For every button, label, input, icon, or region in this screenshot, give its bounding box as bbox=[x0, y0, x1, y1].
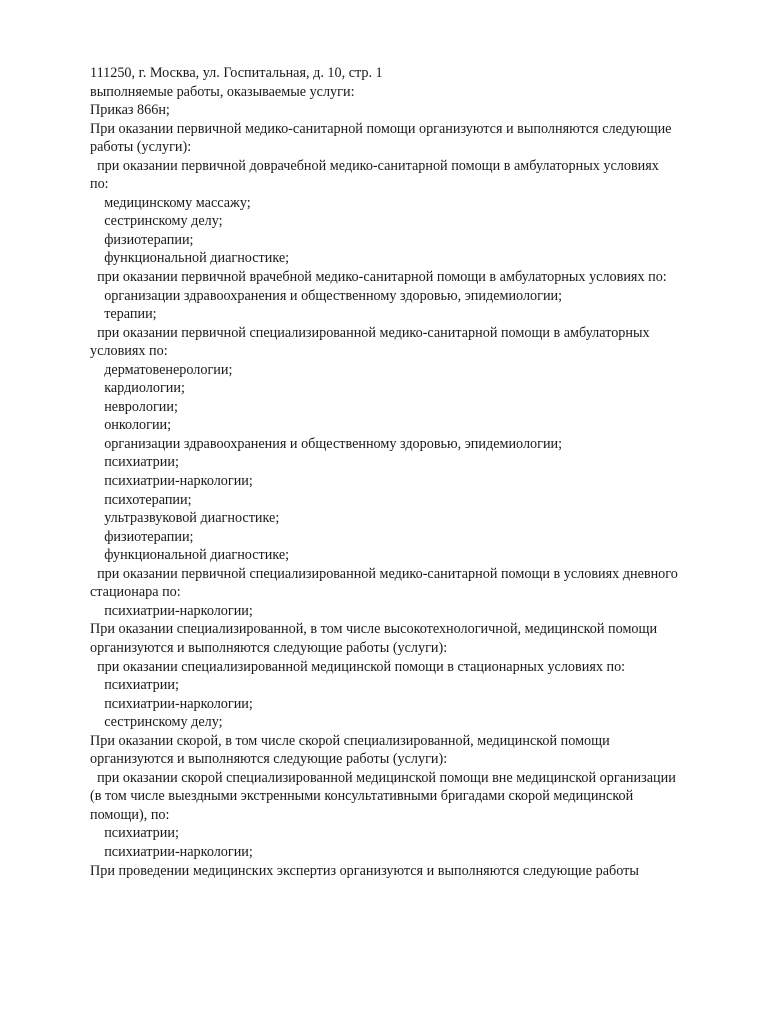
text-line: по: bbox=[90, 176, 109, 193]
text-line: медицинскому массажу; bbox=[90, 194, 251, 211]
text-line: При оказании первичной медико-санитарной помощи организуются и выполняются следующие bbox=[90, 120, 672, 137]
text-line: при оказании первичной специализированной медико-санитарной помощи в условиях дневного bbox=[90, 565, 678, 582]
text-line: психиатрии; bbox=[90, 825, 179, 842]
address-line: 111250, г. Москва, ул. Госпитальная, д. 10, стр. 1 bbox=[90, 65, 383, 81]
text-line: организации здравоохранения и общественному здоровью, эпидемиологии; bbox=[90, 287, 563, 304]
text-line: выполняемые работы, оказываемые услуги: bbox=[90, 83, 355, 100]
text-line: организуются и выполняются следующие работы (услуги): bbox=[90, 751, 448, 768]
text-line: психиатрии-наркологии; bbox=[90, 602, 253, 619]
text-line: ультразвуковой диагностике; bbox=[90, 510, 280, 527]
text-line: при оказании первичной доврачебной медико-санитарной помощи в амбулаторных условиях bbox=[90, 157, 659, 174]
text-line: условиях по: bbox=[90, 343, 168, 360]
text-line: психиатрии-наркологии; bbox=[90, 843, 253, 860]
text-line: Приказ 866н; bbox=[90, 102, 170, 119]
text-line: помощи), по: bbox=[90, 806, 170, 823]
text-line: психиатрии-наркологии; bbox=[90, 695, 253, 712]
text-line: психотерапии; bbox=[90, 491, 192, 508]
text-line: При оказании специализированной, в том числе высокотехнологичной, медицинской помощи bbox=[90, 621, 658, 638]
text-line: онкологии; bbox=[90, 417, 172, 434]
text-line: сестринскому делу; bbox=[90, 714, 223, 731]
text-line: организуются и выполняются следующие работы (услуги): bbox=[90, 639, 448, 656]
document-text bbox=[90, 64, 730, 880]
text-line: неврологии; bbox=[90, 398, 178, 415]
text-line: функциональной диагностике; bbox=[90, 547, 290, 564]
text-line: сестринскому делу; bbox=[90, 213, 223, 230]
text-line: физиотерапии; bbox=[90, 231, 194, 248]
text-line: функциональной диагностике; bbox=[90, 250, 290, 267]
text-line: организации здравоохранения и общественному здоровью, эпидемиологии; bbox=[90, 435, 563, 452]
text-line: (в том числе выездными экстренными консультативными бригадами скорой медицинской bbox=[90, 788, 634, 805]
text-line: психиатрии; bbox=[90, 677, 179, 694]
text-line: психиатрии; bbox=[90, 454, 179, 471]
text-line: психиатрии-наркологии; bbox=[90, 473, 253, 490]
text-line: при оказании первичной врачебной медико-санитарной помощи в амбулаторных условиях по: bbox=[90, 269, 667, 286]
text-line: кардиологии; bbox=[90, 380, 185, 397]
text-line: при оказании скорой специализированной медицинской помощи вне медицинской организации bbox=[90, 769, 676, 786]
text-line: при оказании специализированной медицинской помощи в стационарных условиях по: bbox=[90, 658, 626, 675]
text-line: стационара по: bbox=[90, 584, 181, 601]
text-line: При проведении медицинских экспертиз организуются и выполняются следующие работы bbox=[90, 862, 639, 879]
text-line: при оказании первичной специализированной медико-санитарной помощи в амбулаторных bbox=[90, 324, 650, 341]
text-line: терапии; bbox=[90, 306, 157, 323]
text-line: При оказании скорой, в том числе скорой специализированной, медицинской помощи bbox=[90, 732, 610, 749]
text-line: физиотерапии; bbox=[90, 528, 194, 545]
text-line: дерматовенерологии; bbox=[90, 361, 233, 378]
text-line: работы (услуги): bbox=[90, 139, 192, 156]
